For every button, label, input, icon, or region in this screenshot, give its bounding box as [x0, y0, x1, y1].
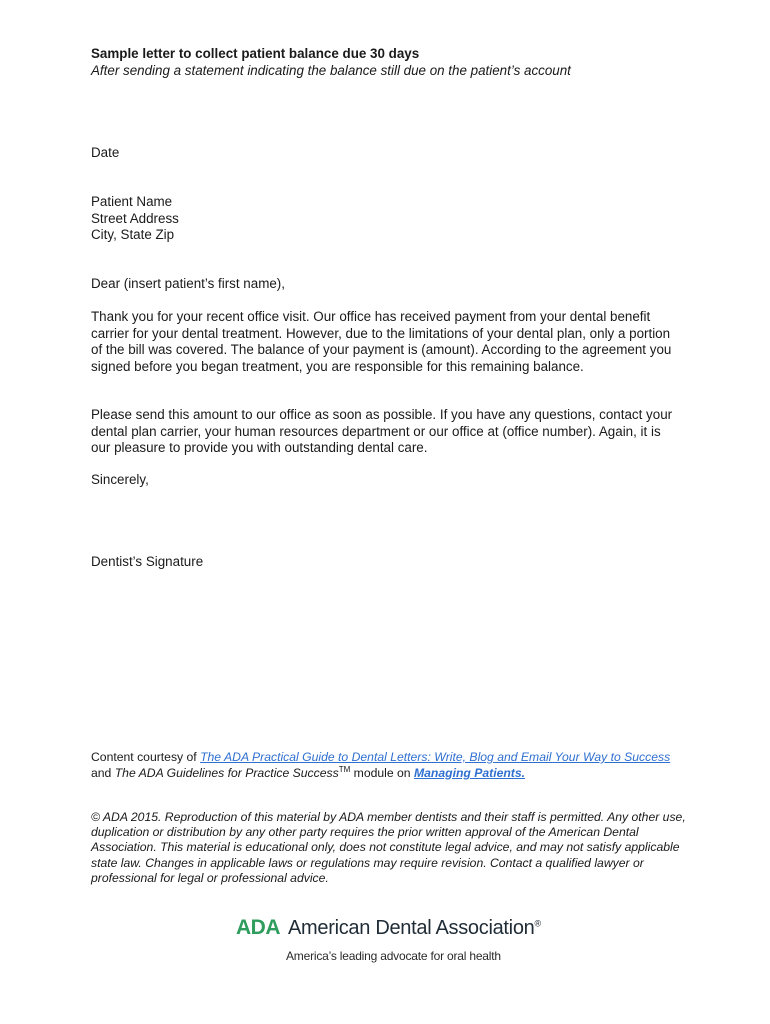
guide-link[interactable]: The ADA Practical Guide to Dental Letters: Write, Blog and Email Your Way to Success [200, 750, 671, 764]
body-paragraph-2: Please send this amount to our office as soon as possible. If you have any questions, contact your dental plan carrier, your human resources department or our office at (office number). Again, it is our pleasure to provide you with outstanding dental care. [91, 407, 673, 455]
courtesy-prefix: Content courtesy of [91, 750, 201, 764]
closing: Sincerely, [91, 472, 149, 487]
salutation: Dear (insert patient’s first name), [91, 276, 285, 291]
copyright-notice: © ADA 2015. Reproduction of this material by ADA member dentists and their staff is permitted. Any other use, duplication or distribution by any other party requires the prior written approval of the American Dental Association. This material is educational only, does not constitute legal advice, and may not satisfy applicable state law. Changes in applicable laws or regulations may require revision. Contact a qualified lawyer or professional for legal or professional advice. [91, 810, 686, 885]
logo-name [288, 917, 541, 939]
document-title: Sample letter to collect patient balance due 30 days [91, 46, 420, 61]
body-paragraph-1: Thank you for your recent office visit. Our office has received payment from your dental benefit carrier for your dental treatment. However, due to the limitations of your dental plan, only a portion of the bill was covered. The balance of your payment is (amount). According to the agreement you signed before you began treatment, you are responsible for this remaining balance. [91, 309, 672, 374]
managing-patients-link[interactable]: Managing Patients. [413, 765, 526, 780]
trademark-mark: TM [338, 764, 351, 774]
logo-wordmark [236, 916, 541, 939]
courtesy-middle: and [91, 765, 115, 780]
document-subtitle: After sending a statement indicating the balance still due on the patient’s account [91, 63, 571, 78]
logo-acronym: ADA [236, 916, 280, 939]
address-city: City, State Zip [91, 227, 175, 242]
address-street: Street Address [91, 210, 179, 226]
logo-name-text: American Dental Association [288, 917, 535, 939]
module-text: module on [350, 765, 414, 780]
recipient-address [91, 194, 691, 244]
logo-tagline: America’s leading advocate for oral health [286, 949, 501, 963]
registered-mark: ® [534, 918, 541, 929]
guidelines-title: The ADA Guidelines for Practice Success [114, 765, 339, 780]
ada-logo [236, 916, 556, 970]
date-line: Date [91, 145, 120, 160]
signature-line: Dentist’s Signature [91, 554, 204, 569]
address-name: Patient Name [91, 194, 173, 209]
content-courtesy [91, 750, 671, 781]
